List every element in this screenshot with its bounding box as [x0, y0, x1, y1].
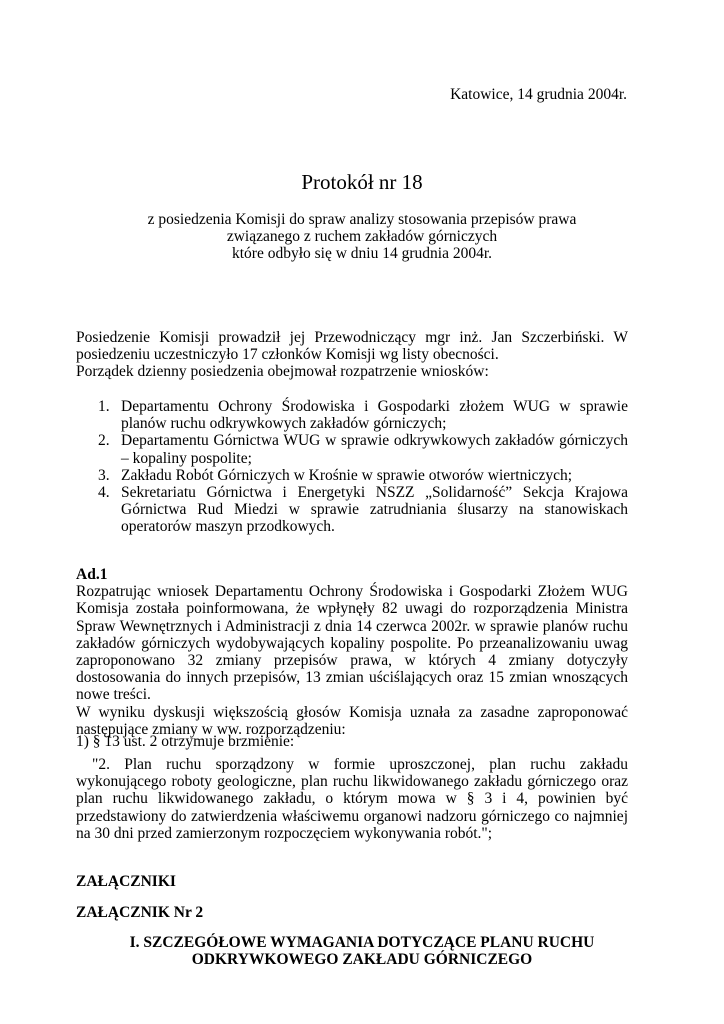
agenda-item-text: Departamentu Górnictwa WUG w sprawie odkrywkowych zakładów górniczych – kopaliny pospolite;	[121, 432, 628, 467]
agenda-item-number: 2.	[98, 432, 110, 450]
agenda-item-text: Departamentu Ochrony Środowiska i Gospodarki złożem WUG w sprawie planów ruchu odkrywkowych zakładów górniczych;	[121, 398, 628, 433]
document-subtitle	[0, 211, 724, 262]
agenda-item	[76, 467, 628, 484]
intro-text: Posiedzenie Komisji prowadził jej Przewodniczący mgr inż. Jan Szczerbiński. W posiedzeniu uczestniczyło 17 członków Komisji wg listy obecności.	[76, 329, 628, 364]
subtitle-line: które odbyło się w dniu 14 grudnia 2004r.	[231, 245, 493, 262]
subtitle-line: z posiedzenia Komisji do spraw analizy stosowania przepisów prawa	[147, 211, 577, 228]
section-heading-line: I. SZCZEGÓŁOWE WYMAGANIA DOTYCZĄCE PLANU RUCHU	[129, 934, 595, 951]
agenda-item-text: Zakładu Robót Górniczych w Krośnie w sprawie otworów wiertniczych;	[121, 466, 573, 484]
change-quote: "2. Plan ruchu sporządzony w formie uproszczonej, plan ruchu zakładu wykonującego roboty geologiczne, plan ruchu likwidowanego zakładu górniczego oraz plan ruchu likwidowanego zakładu, o którym mowa w § 3 i 4, powinien być przedstawiony do zatwierdzenia właściwemu organowi nadzoru górniczego co najmniej na 30 dni przed zamierzonym rozpoczęciem wykonywania robót.";	[76, 756, 628, 842]
agenda-item	[76, 398, 628, 432]
subtitle-line: związanego z ruchem zakładów górniczych	[226, 228, 498, 245]
ad1-paragraph: Rozpatrując wniosek Departamentu Ochrony Środowiska i Gospodarki Złożem WUG Komisja została poinformowana, że wpłynęły 82 uwagi do rozporządzenia Ministra Spraw Wewnętrznych i Administracji z dnia 14 czerwca 2002r. w sprawie planów ruchu zakładów górniczych wydobywających kopaliny pospolite. Po przeanalizowaniu uwag zaproponowano 32 zmiany przepisów prawa, w których 4 zmiany dotyczyły dostosowania do innych przepisów, 13 zmian uściślających oraz 15 zmian wnoszących nowe treści.	[76, 583, 628, 704]
attachments-heading: ZAŁĄCZNIKI	[76, 873, 176, 890]
agenda-item-number: 4.	[98, 484, 110, 502]
agenda-item-number: 3.	[98, 466, 110, 484]
document-date: Katowice, 14 grudnia 2004r.	[450, 86, 627, 103]
agenda-item-text: Sekretariatu Górnictwa i Energetyki NSZZ „Solidarność” Sekcja Krajowa Górnictwa Rud Miedzi w sprawie zatrudniania ślusarzy na stanowiskach operatorów maszyn przodkowych.	[121, 484, 628, 536]
ad1-section	[76, 566, 628, 738]
agenda-item	[76, 432, 628, 466]
document-title: Protokół nr 18	[301, 170, 423, 194]
section-heading-line: ODKRYWKOWEGO ZAKŁADU GÓRNICZEGO	[191, 951, 533, 968]
agenda-list	[76, 398, 628, 536]
section-heading	[0, 934, 724, 968]
intro-paragraph	[76, 329, 628, 381]
agenda-item	[76, 484, 628, 536]
attachment-number-heading: ZAŁĄCZNIK Nr 2	[76, 904, 204, 921]
ad1-heading: Ad.1	[76, 566, 108, 583]
agenda-lead: Porządek dzienny posiedzenia obejmował rozpatrzenie wniosków:	[76, 363, 489, 381]
change-label: 1) § 13 ust. 2 otrzymuje brzmienie:	[76, 733, 295, 750]
ad1-paragraph: W wyniku dyskusji większością głosów Komisja uznała za zasadne zaproponować następujące zmiany w ww. rozporządzeniu:	[76, 703, 628, 738]
agenda-item-number: 1.	[98, 398, 110, 415]
